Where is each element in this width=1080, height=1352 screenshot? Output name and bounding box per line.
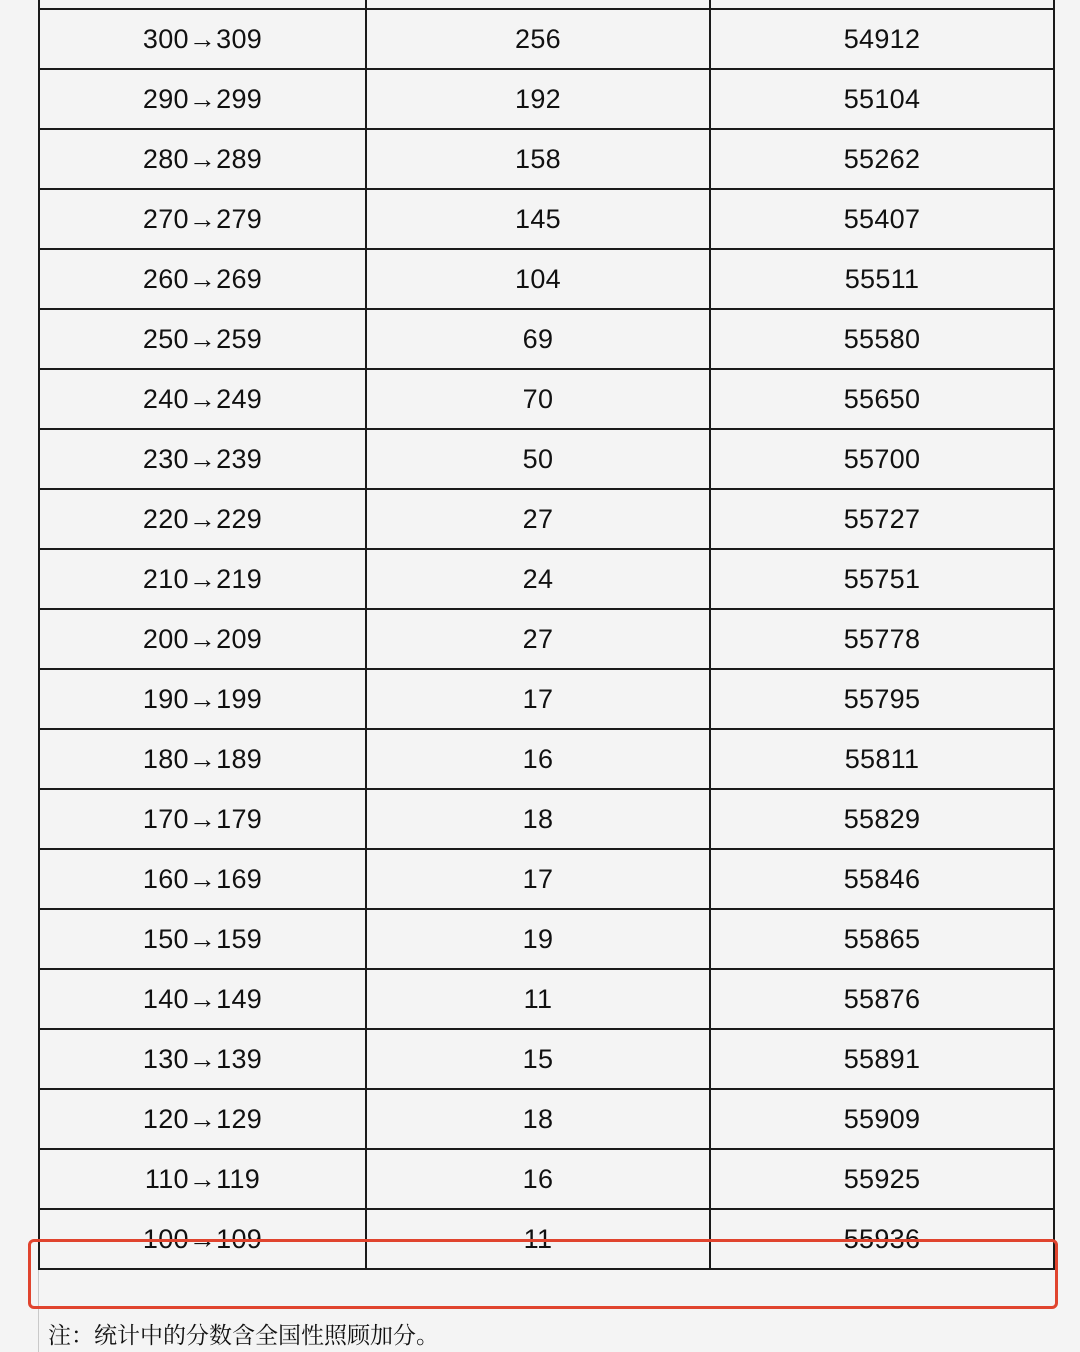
cumulative-cell: 55925 — [710, 1149, 1054, 1209]
cumulative-cell: 55751 — [710, 549, 1054, 609]
count-cell: 18 — [366, 1089, 710, 1149]
table-row — [39, 129, 1054, 189]
cumulative-cell — [710, 0, 1054, 9]
score-range-cell: 180→189 — [39, 729, 366, 789]
score-range-cell: 270→279 — [39, 189, 366, 249]
table-row — [39, 429, 1054, 489]
count-cell — [366, 0, 710, 9]
score-range-cell: 260→269 — [39, 249, 366, 309]
score-range-cell: 200→209 — [39, 609, 366, 669]
cumulative-cell: 55778 — [710, 609, 1054, 669]
table-row — [39, 789, 1054, 849]
score-range-cell: 120→129 — [39, 1089, 366, 1149]
count-cell: 19 — [366, 909, 710, 969]
cumulative-cell: 55846 — [710, 849, 1054, 909]
table-row — [39, 489, 1054, 549]
table-footnote: 注：统计中的分数含全国性照顾加分。 — [48, 1323, 439, 1349]
cumulative-cell: 55829 — [710, 789, 1054, 849]
score-range-cell: 150→159 — [39, 909, 366, 969]
count-cell: 18 — [366, 789, 710, 849]
score-range-cell: 110→119 — [39, 1149, 366, 1209]
table-row — [39, 909, 1054, 969]
count-cell: 16 — [366, 729, 710, 789]
table-row — [39, 549, 1054, 609]
cumulative-cell: 55407 — [710, 189, 1054, 249]
cumulative-cell: 55700 — [710, 429, 1054, 489]
cumulative-cell: 55891 — [710, 1029, 1054, 1089]
score-range-cell: 100→109 — [39, 1209, 366, 1269]
cumulative-cell: 55865 — [710, 909, 1054, 969]
score-range-cell: 130→139 — [39, 1029, 366, 1089]
count-cell: 17 — [366, 669, 710, 729]
table-row — [39, 729, 1054, 789]
cumulative-cell: 55511 — [710, 249, 1054, 309]
score-range-cell: 250→259 — [39, 309, 366, 369]
table-row — [39, 849, 1054, 909]
count-cell: 24 — [366, 549, 710, 609]
count-cell: 27 — [366, 489, 710, 549]
cumulative-cell: 55795 — [710, 669, 1054, 729]
table-row — [39, 309, 1054, 369]
table-row — [39, 969, 1054, 1029]
table-row — [39, 249, 1054, 309]
table-row — [39, 1149, 1054, 1209]
table-row — [39, 189, 1054, 249]
count-cell: 70 — [366, 369, 710, 429]
table-row — [39, 669, 1054, 729]
score-range-cell: 170→179 — [39, 789, 366, 849]
cumulative-cell: 55876 — [710, 969, 1054, 1029]
table-row — [39, 609, 1054, 669]
cumulative-cell: 55262 — [710, 129, 1054, 189]
score-range-cell: 190→199 — [39, 669, 366, 729]
score-range-cell: 290→299 — [39, 69, 366, 129]
count-cell: 256 — [366, 9, 710, 69]
score-range-cell: 280→289 — [39, 129, 366, 189]
count-cell: 104 — [366, 249, 710, 309]
cumulative-cell: 55936 — [710, 1209, 1054, 1269]
count-cell: 158 — [366, 129, 710, 189]
count-cell: 17 — [366, 849, 710, 909]
count-cell: 11 — [366, 969, 710, 1029]
cumulative-cell: 55650 — [710, 369, 1054, 429]
score-range-cell — [39, 0, 366, 9]
cumulative-cell: 55104 — [710, 69, 1054, 129]
score-range-cell: 140→149 — [39, 969, 366, 1029]
cumulative-cell: 55811 — [710, 729, 1054, 789]
score-range-cell: 240→249 — [39, 369, 366, 429]
table-row — [39, 0, 1054, 9]
count-cell: 192 — [366, 69, 710, 129]
score-range-cell: 160→169 — [39, 849, 366, 909]
count-cell: 15 — [366, 1029, 710, 1089]
table-row — [39, 69, 1054, 129]
count-cell: 27 — [366, 609, 710, 669]
cumulative-cell: 55909 — [710, 1089, 1054, 1149]
count-cell: 69 — [366, 309, 710, 369]
cumulative-cell: 55727 — [710, 489, 1054, 549]
cumulative-cell: 55580 — [710, 309, 1054, 369]
score-range-cell: 210→219 — [39, 549, 366, 609]
table-row — [39, 1029, 1054, 1089]
score-range-cell: 220→229 — [39, 489, 366, 549]
count-cell: 50 — [366, 429, 710, 489]
score-distribution-table — [38, 0, 1055, 1270]
highlighted-table-row — [39, 1209, 1054, 1269]
count-cell: 16 — [366, 1149, 710, 1209]
table-row — [39, 369, 1054, 429]
score-range-cell: 300→309 — [39, 9, 366, 69]
count-cell: 11 — [366, 1209, 710, 1269]
count-cell: 145 — [366, 189, 710, 249]
cumulative-cell: 54912 — [710, 9, 1054, 69]
score-range-cell: 230→239 — [39, 429, 366, 489]
table-row — [39, 1089, 1054, 1149]
table-row — [39, 9, 1054, 69]
